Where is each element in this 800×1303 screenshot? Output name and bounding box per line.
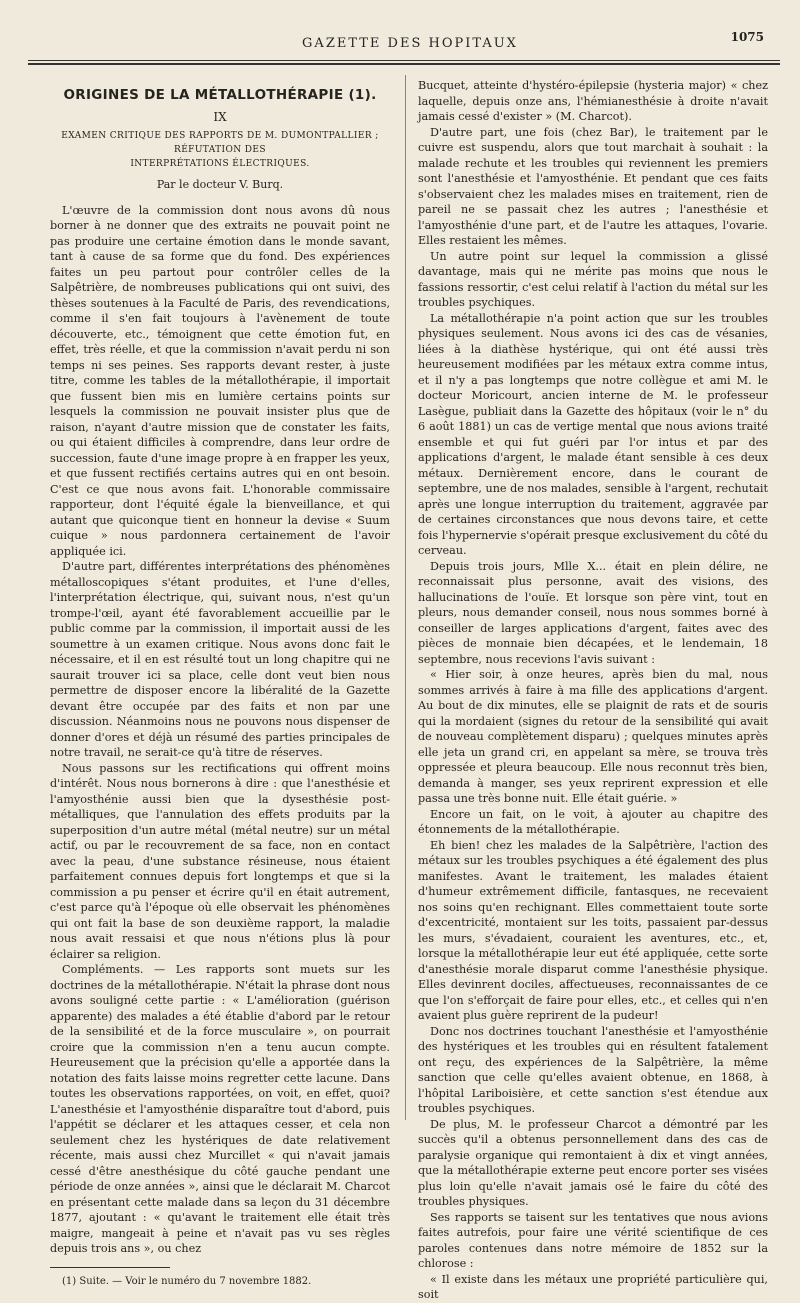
right-paragraph: La métallothérapie n'a point action que sur les troubles physiques seulement. Nous avons ici des cas de vésanies, liées à la diathèse hystérique, qui ont été aussi très heureusement modifiées par les métaux extra comme intus, et il n'y a pas longtemps que notre collègue et ami M. le docteur Moricourt, ancien interne de M. le professeur Lasègue, publiait dans la Gazette des hôpitaux (voir le n° du 6 août 1881) un cas de vertige mental que nous avions traité ensemble et qui fut guéri par l'or intus et par des applications d'argent, le malade étant sensible à ces deux métaux. Dernièrement encore, dans le courant de septembre, une de nos malades, sensible à l'argent, rechutait après une longue interruption du traitement, aggravée par de certaines circonstances que nous devons taire, et cette fois l'hypernervie s'opérait presque exclusivement du côté du cerveau. (418, 311, 768, 557)
right-paragraph-quote: « Hier soir, à onze heures, après bien du mal, nous sommes arrivés à faire à ma fille des applications d'argent. Au bout de dix minutes, elle se plaignit de rats et de souris qui la mordaient (signes du retour de la sensibilité qui avait de nouveau complètement disparu) ; quelques minutes après elle jeta un grand cri, en appelant sa mère, se trouva très oppressée et pleura beaucoup. Elle nous reconnut très bien, demanda à manger, ses yeux reprirent expression et elle passa une très bonne nuit. Elle était guérie. » (418, 668, 768, 805)
left-paragraph: Compléments. — Les rapports sont muets sur les doctrines de la métallothérapie. N'était la phrase dont nous avons souligné cette partie : « L'amélioration (guérison apparente) des malades a été établie d'abord par le retour de la sensibilité et de la force musculaire », on pourrait croire que la commission n'en a tenu aucun compte. Heureusement que la précision qu'elle a apportée dans la notation des faits laisse moins regretter cette lacune. Dans toutes les observations rapportées, on voit, en effet, quoi? L'anesthésie et l'amyosthénie disparaître tout d'abord, puis l'appétit se déclarer et les attaques cesser, et cela non seulement chez les hystériques de date relativement récente, mais aussi chez Murcillet « qui n'avait jamais cessé d'être anesthésique du côté gauche pendant une période de onze années », ainsi que le déclarait M. Charcot en présentant cette malade dans sa leçon du 31 décembre 1877, ajoutant : « qu'avant le traitement elle était très maigre, mangeait à peine et n'avait pas vu ses règles depuis trois ans », ou chez (50, 963, 390, 1255)
right-paragraph: Depuis trois jours, Mlle X... était en plein délire, ne reconnaissait plus personne, avait des visions, des hallucinations de l'ouïe. Et lorsque son père vint, tout en pleurs, nous demander conseil, nous nous sommes borné à conseiller de larges applications d'argent, faites avec des pièces de monnaie bien décapées, et le lendemain, 18 septembre, nous recevions l'avis suivant : (418, 559, 768, 666)
right-paragraph: Un autre point sur lequel la commission a glissé davantage, mais qui ne mérite pas moins que nous le fassions ressortir, c'est celui relatif à l'action du métal sur les troubles psychiques. (418, 249, 768, 309)
right-paragraph-quote: « Il existe dans les métaux une propriété particulière qui, soit (418, 1272, 768, 1301)
article-byline: Par le docteur V. Burq. (156, 178, 284, 191)
footnote: (1) Suite. — Voir le numéro du 7 novembre 1882. (62, 1275, 312, 1287)
journal-title: GAZETTE DES HOPITAUX (302, 36, 518, 51)
right-paragraph: Encore un fait, on le voit, à ajouter au chapitre des étonnements de la métallothérapie. (418, 807, 768, 836)
article-subtitle-line-1: EXAMEN CRITIQUE DES RAPPORTS DE M. DUMONTPALLIER ; RÉFUTATION DES (61, 131, 379, 155)
header-rule-thin (28, 60, 780, 61)
left-paragraph: Nous passons sur les rectifications qui offrent moins d'intérêt. Nous nous bornerons à dire : que l'anesthésie et l'amyosthénie aussi bien que la dysesthésie post-métalliques, que l'annulation des effets produits par la superposition d'un autre métal (métal neutre) sur un métal actif, ou par le recouvrement de sa face, non en contact avec la peau, d'une substance résineuse, nous étaient parfaitement connues depuis fort longtemps et que si la commission a pu penser et écrire qu'il en était autrement, c'est parce qu'à l'époque où elle observait les phénomènes qui ont fait la base de son deuxième rapport, la maladie nous avait ressaisi et que nous n'étions plus là pour éclairer sa religion. (50, 761, 390, 961)
right-paragraph: De plus, M. le professeur Charcot a démontré par les succès qu'il a obtenus personnellement dans des cas de paralysie organique qui remontaient à dix et vingt années, que la métallothérapie externe peut encore porter ses visées plus loin qu'elle n'avait jamais osé le faire du côté des troubles physiques. (418, 1117, 768, 1208)
right-paragraph: D'autre part, une fois (chez Bar), le traitement par le cuivre est suspendu, alors que tout marchait à souhait : la malade rechute et les troubles qui reviennent les premiers sont l'anesthésie et l'amyosthénie. Et pendant que ces faits s'observaient chez les malades mises en traitement, rien de pareil ne se passait chez les autres ; l'anesthésie et l'amyosthénie d'une part, et de l'autre les attaques, l'ovarie. Elles restaient les mêmes. (418, 125, 768, 247)
left-column (50, 78, 390, 1289)
right-column (418, 78, 768, 1303)
right-paragraph: Eh bien! chez les malades de la Salpêtrière, l'action des métaux sur les troubles psychiques a été également des plus manifestes. Avant le traitement, les malades étaient d'humeur extrêmement difficile, fantasques, ne recevaient nos soins qu'en rechignant. Elles commettaient toute sorte d'excentricité, montaient sur les toits, passaient par-dessus les murs, s'évadaient, couraient les aventures, etc., et, lorsque la métallothérapie leur eut été appliquée, cette sorte d'anesthésie morale disparut comme l'anesthésie physique. Elles devinrent dociles, affectueuses, reconnaissantes de ce que l'on s'efforçait de faire pour elles, etc., et celles qui n'en avaient plus guère reprirent de la pudeur! (418, 838, 768, 1022)
article-subtitle (50, 129, 390, 171)
column-divider (405, 75, 406, 1120)
right-paragraph: Donc nos doctrines touchant l'anesthésie et l'amyosthénie des hystériques et les troubles qui en résultent fatalement ont reçu, des expériences de la Salpêtrière, la même sanction que celle qu'elles avaient obtenue, en 1868, à l'hôpital Lariboisière, et cette sanction s'est étendue aux troubles psychiques. (418, 1024, 768, 1115)
header-rule-thick (28, 63, 780, 65)
right-paragraph: Bucquet, atteinte d'hystéro-épilepsie (hysteria major) « chez laquelle, depuis onze ans, l'hémianesthésie à droite n'avait jamais cessé d'exister » (M. Charcot). (418, 79, 768, 123)
left-paragraph: D'autre part, différentes interprétations des phénomènes métalloscopiques s'étant produites, et l'une d'elles, l'interprétation électrique, qui, suivant nous, n'est qu'un trompe-l'œil, ayant été favorablement accueillie par le public comme par la commission, il importait aussi de les soumettre à un examen critique. Nous avons donc fait le nécessaire, et il en est résulté tout un long chapitre qui ne saurait trouver ici sa place, celle dont veut bien nous permettre de disposer encore la libéralité de la Gazette devant être occupée par des faits et non par une discussion. Néanmoins nous ne pouvons nous dispenser de donner d'ores et déjà un résumé des parties principales de notre travail, ne serait-ce qu'à titre de réserves. (50, 560, 390, 759)
article-title: ORIGINES DE LA MÉTALLOTHÉRAPIE (1). (63, 87, 377, 103)
article-subtitle-line-2: INTERPRÉTATIONS ÉLECTRIQUES. (130, 159, 310, 169)
running-head (0, 30, 800, 52)
page-number: 1075 (730, 30, 764, 44)
article-part-number: IX (213, 109, 227, 124)
footnote-rule (50, 1267, 170, 1268)
right-paragraph: Ses rapports se taisent sur les tentatives que nous avions faites autrefois, pour faire une vérité scientifique de ces paroles contenues dans notre mémoire de 1852 sur la chlorose : (418, 1210, 768, 1270)
left-paragraph: L'œuvre de la commission dont nous avons dû nous borner à ne donner que des extraits ne pouvait point ne pas produire une certaine émotion dans le monde savant, tant à cause de sa forme que du fond. Des expériences faites un peu partout pour contrôler celles de la Salpêtrière, de nombreuses publications qui ont suivi, des thèses soutenues à la Faculté de Paris, des revendications, comme il s'en fait toujours à l'avènement de toute découverte, etc., témoignent que cette émotion fut, en effet, très réelle, et que la commission n'avait perdu ni son temps ni ses peines. Ses rapports devant rester, à juste titre, comme les tables de la métallothérapie, il importait que fussent bien mis en lumière certains points sur lesquels la commission ne pouvait insister plus que de raison, n'ayant d'autre mission que de constater les faits, ou qui étaient difficiles à comprendre, dans leur ordre de succession, faute d'une image propre à en frapper les yeux, et que fussent rectifiés certains autres qui en ont besoin. C'est ce que nous avons fait. L'honorable commissaire rapporteur, dont l'équité égale la bienveillance, et qui autant que quiconque tient en honneur la devise « Suum cuique » nous pardonnera certainement de l'avoir appliquée ici. (50, 203, 390, 558)
